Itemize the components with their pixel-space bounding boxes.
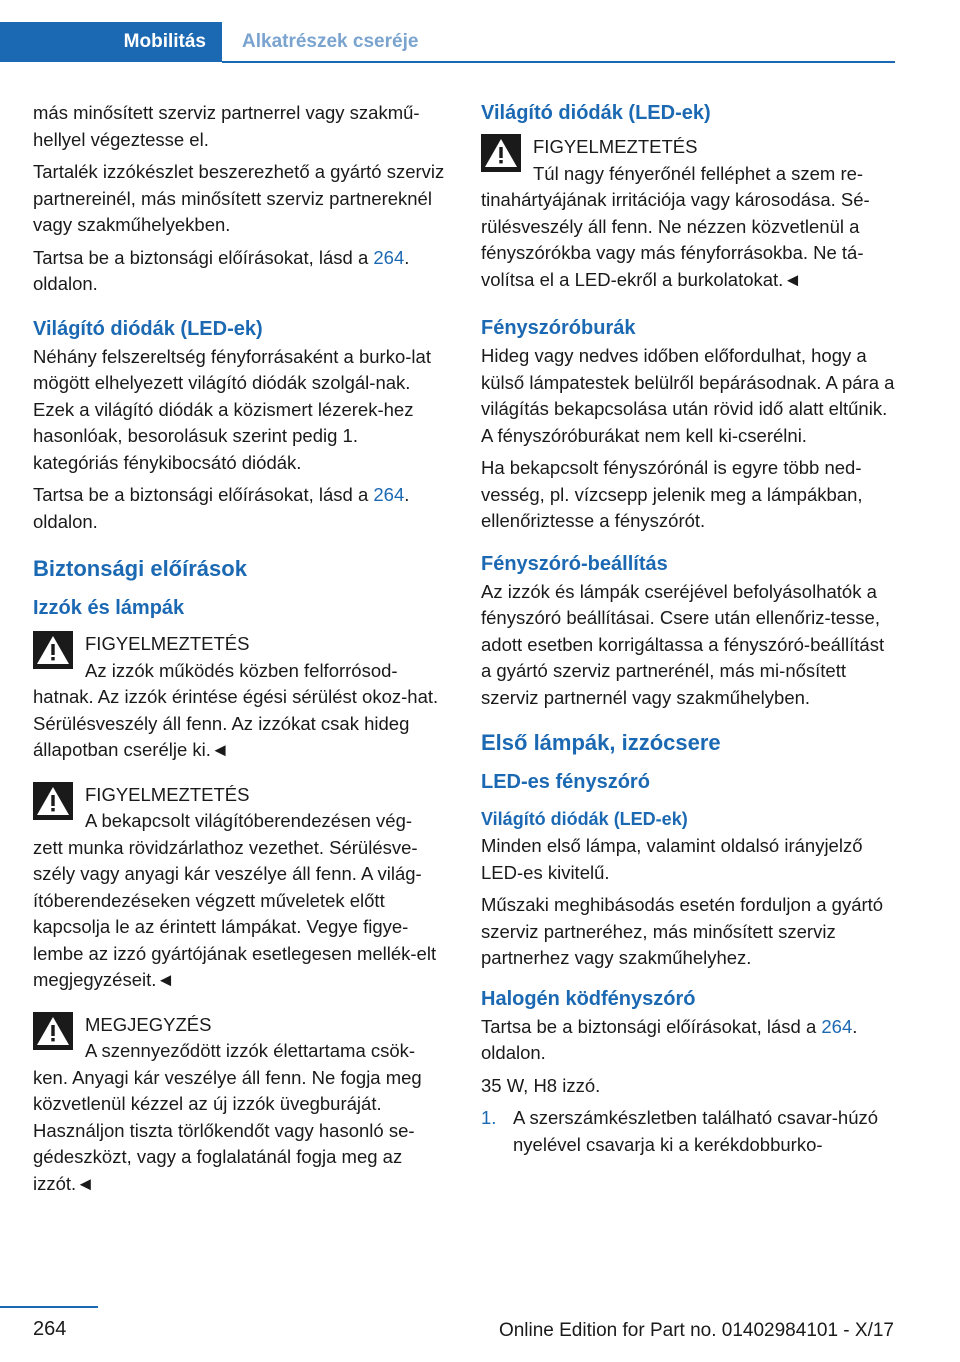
- steps-list: [481, 1105, 896, 1158]
- paragraph: Tartalék izzókészlet beszerezhető a gyártó szerviz partnereinél, más minősített szerviz partnereknél vagy szakműhelyekben.: [33, 161, 445, 235]
- warning-text: A bekapcsolt világítóberendezésen vég-: [85, 810, 413, 831]
- paragraph: Tartsa be a biztonsági előírásokat, lásd a 264. oldalon.: [33, 484, 410, 532]
- warning-text: zett munka rövidzárlathoz vezethet. Sérülésve-szély vagy anyagi kár veszélye áll fenn. A világ-ítóberendezéseken végzett műveletek előtt kapcsolja le az érintett lámpákat. Vegye figye-lembe az izzó gyártójának esetlegesen mellék-elt megjegyzéseit.◄: [33, 836, 437, 990]
- subsubsection-heading: Világító diódák (LED-ek): [481, 809, 688, 829]
- warning-box: [33, 631, 448, 764]
- paragraph: Műszaki meghibásodás esetén forduljon a gyártó szerviz partneréhez, más minősített szerviz partnerhez vagy szakműhelyhez.: [481, 894, 884, 968]
- warning-title: FIGYELMEZTETÉS: [85, 633, 250, 654]
- paragraph: Néhány felszereltség fényforrásaként a burko-lat mögött elhelyezett világító diódák szolgál-nak. Ezek a világító diódák a közismert lézerek-hez hasonlóak, besorolásuk szerint pedig 1. kategóriás fénykibocsátó diódák.: [33, 345, 431, 473]
- section-heading: Halogén ködfényszóró: [481, 987, 696, 1010]
- warning-triangle-icon: [33, 782, 73, 820]
- left-column: [33, 100, 448, 1215]
- warning-box: [33, 782, 448, 994]
- paragraph: Minden első lámpa, valamint oldalsó irányjelző LED-es kivitelű.: [481, 835, 863, 883]
- warning-text: tinahártyájának irritációja vagy károsodása. Sé-rülésveszély áll fenn. Ne nézzen közvetlenül a fényszórókba vagy más fényforrásokba. Ne tá-volítsa el a LED-ekről a burkolatokat.◄: [481, 189, 870, 290]
- right-column: [481, 100, 896, 1158]
- page-link[interactable]: 264: [821, 1015, 853, 1037]
- warning-text: Túl nagy fényerőnél felléphet a szem re-: [533, 162, 864, 184]
- step-text: A szerszámkészletben található csavar-húzó nyelével csavarja ki a kerékdobburko-: [513, 1107, 879, 1155]
- warning-title: FIGYELMEZTETÉS: [85, 783, 250, 805]
- footer-divider: [0, 1306, 98, 1308]
- warning-box: [481, 134, 896, 293]
- page-number: 264: [33, 1318, 67, 1340]
- paragraph: Az izzók és lámpák cseréjével befolyásolhatók a fényszóró beállításai. Csere után ellenőriz-tesse, adott esetben korrigáltassa a fényszóró-beállítást a gyártó szerviz partnerénél, más mi-nősített szerviz partnernél vagy szakműhelyben.: [481, 580, 885, 708]
- paragraph: Tartsa be a biztonsági előírásokat, lásd a 264. oldalon.: [33, 246, 410, 294]
- warning-triangle-icon: [481, 134, 521, 172]
- warning-text: Az izzók működés közben felforrósod-: [85, 659, 398, 681]
- paragraph: Tartsa be a biztonsági előírásokat, lásd a 264. oldalon.: [481, 1015, 858, 1063]
- section-heading: Világító diódák (LED-ek): [33, 317, 263, 340]
- paragraph: Ha bekapcsolt fényszórónál is egyre több ned-vesség, pl. vízcsepp jelenik meg a lámpákban, ellenőriztesse a fényszórót.: [481, 457, 863, 531]
- paragraph: 35 W, H8 izzó.: [481, 1074, 601, 1096]
- section-heading: Fényszóróburák: [481, 317, 636, 339]
- notice-title: MEGJEGYZÉS: [85, 1013, 212, 1035]
- warning-triangle-icon: [33, 631, 73, 669]
- page-link[interactable]: 264: [373, 246, 405, 268]
- tab-parts-replacement[interactable]: Alkatrészek cseréje: [242, 31, 419, 52]
- paragraph: más minősített szerviz partnerrel vagy szakmű-hellyel végeztesse el.: [33, 102, 420, 150]
- step-number: 1.: [481, 1107, 497, 1128]
- section-heading: Első lámpák, izzócsere: [481, 730, 721, 755]
- notice-text: A szennyeződött izzók élettartama csök-: [85, 1040, 416, 1061]
- subsection-heading: LED-es fényszóró: [481, 771, 650, 793]
- warning-title: FIGYELMEZTETÉS: [533, 136, 698, 157]
- paragraph: Hideg vagy nedves időben előfordulhat, hogy a külső lámpatestek belülről bepárásodnak. A pára a világítás bekapcsolása után rövid idő alatt eltűnik. A fényszóróburákat nem kell ki-cserélni.: [481, 345, 895, 446]
- warning-text: hatnak. Az izzók érintése égési sérülést okoz-hat. Sérülésveszély áll fenn. Az izzókat csak hideg állapotban cserélje ki.◄: [33, 686, 439, 760]
- warning-triangle-icon: [33, 1012, 73, 1050]
- notice-text: ken. Anyagi kár veszélye áll fenn. Ne fogja meg közvetlenül kézzel az új izzók üvegburáját. Használjon tiszta törlőkendőt vagy hasonló se-gédeszközt, vagy a foglalatánál fogja meg az izzót.◄: [33, 1066, 422, 1194]
- header-divider: [222, 61, 895, 63]
- section-heading: Biztonsági előírások: [33, 556, 247, 581]
- page-header: [0, 0, 895, 64]
- section-heading: Világító diódák (LED-ek): [481, 102, 711, 124]
- section-heading: Fényszóró-beállítás: [481, 552, 668, 575]
- notice-box: [33, 1012, 448, 1198]
- page-link[interactable]: 264: [373, 484, 405, 505]
- list-item: [481, 1105, 896, 1158]
- subsection-heading: Izzók és lámpák: [33, 597, 185, 619]
- tab-mobility[interactable]: Mobilitás: [0, 22, 222, 62]
- edition-note: Online Edition for Part no. 01402984101 - X/17: [498, 1320, 894, 1341]
